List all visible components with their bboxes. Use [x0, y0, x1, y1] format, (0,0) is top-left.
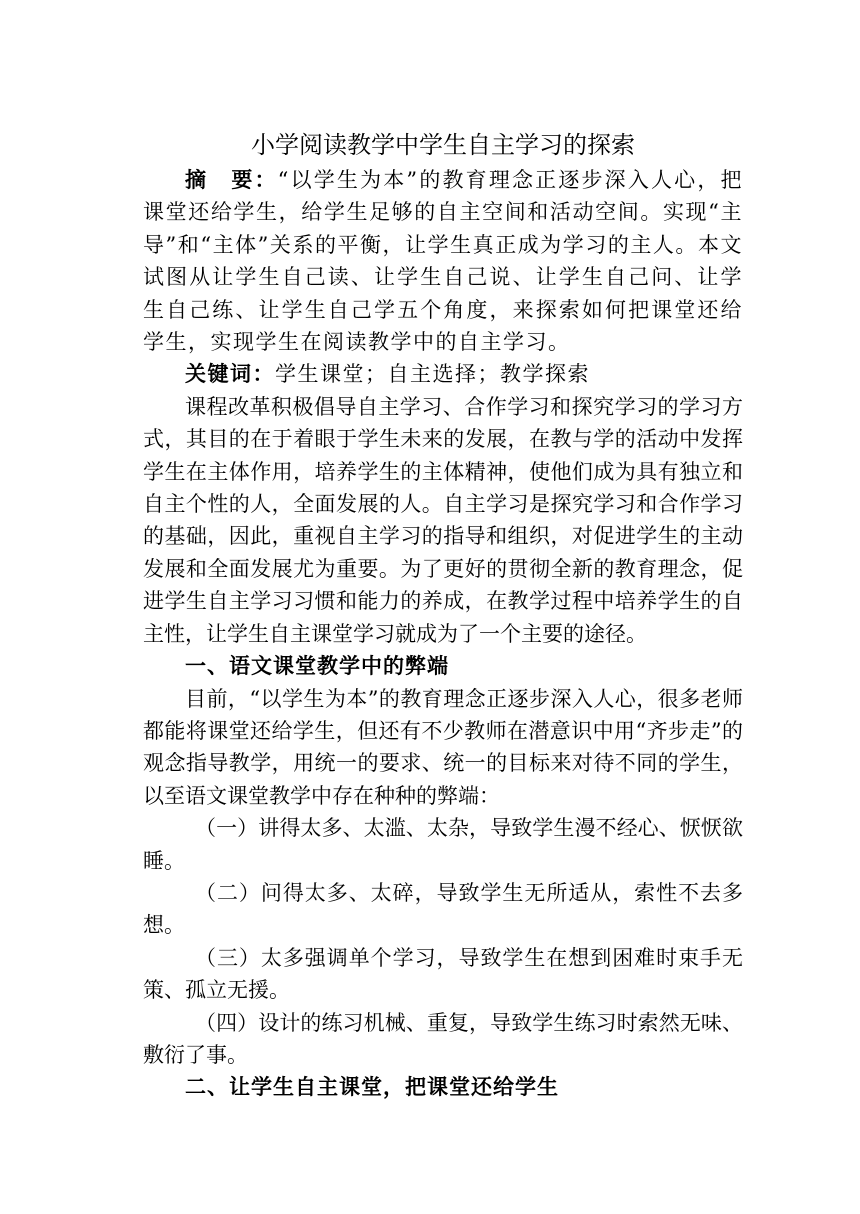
list-item: （四）设计的练习机械、重复，导致学生练习时索然无味、敷衍了事。: [143, 1010, 743, 1067]
keywords-text: 学生课堂；自主选择；教学探索: [275, 362, 590, 387]
abstract-label: 摘 要：: [185, 167, 278, 192]
keywords-label: 关键词：: [185, 361, 275, 387]
document-page: [143, 128, 743, 1104]
abstract-paragraph: [143, 164, 743, 358]
list-item: （二）问得太多、太碎，导致学生无所适从，索性不去多想。: [143, 880, 743, 938]
section-2-heading: 二、让学生自主课堂，把课堂还给学生: [185, 1074, 559, 1100]
list-item: （一）讲得太多、太滥、太杂，导致学生漫不经心、恹恹欲睡。: [143, 816, 743, 873]
intro-paragraph: 课程改革积极倡导自主学习、合作学习和探究学习的学习方式，其目的在于着眼于学生未来的发展，在教与学的活动中发挥学生在主体作用，培养学生的主体精神，使他们成为具有独立和自主个性的人，全面发展的人。自主学习是探究学习和合作学习的基础，因此，重视自主学习的指导和组织，对促进学生的主动发展和全面发展尤为重要。为了更好的贯彻全新的教育理念，促进学生自主学习习惯和能力的养成，在教学过程中培养学生的自主性，让学生自主课堂学习就成为了一个主要的途径。: [143, 394, 743, 646]
keywords-paragraph: [143, 358, 743, 390]
list-item: （三）太多强调单个学习，导致学生在想到困难时束手无策、孤立无援。: [143, 945, 743, 1003]
abstract-text: “以学生为本”的教育理念正逐步深入人心，把课堂还给学生，给学生足够的自主空间和活动空间。实现“主导”和“主体”关系的平衡，让学生真正成为学习的主人。本文试图从让学生自己读、让学生自己说、让学生自己问、让学生自己练、让学生自己学五个角度，来探索如何把课堂还给学生，实现学生在阅读教学中的自主学习。: [143, 168, 743, 355]
document-title: 小学阅读教学中学生自主学习的探索: [251, 131, 635, 159]
section-1-heading: 一、语文课堂教学中的弊端: [185, 653, 449, 679]
section-1-paragraph: 目前，“以学生为本”的教育理念正逐步深入人心，很多老师都能将课堂还给学生，但还有不少教师在潜意识中用“齐步走”的观念指导教学，用统一的要求、统一的目标来对待不同的学生，以至语文课堂教学中存在种种的弊端：: [143, 686, 743, 808]
